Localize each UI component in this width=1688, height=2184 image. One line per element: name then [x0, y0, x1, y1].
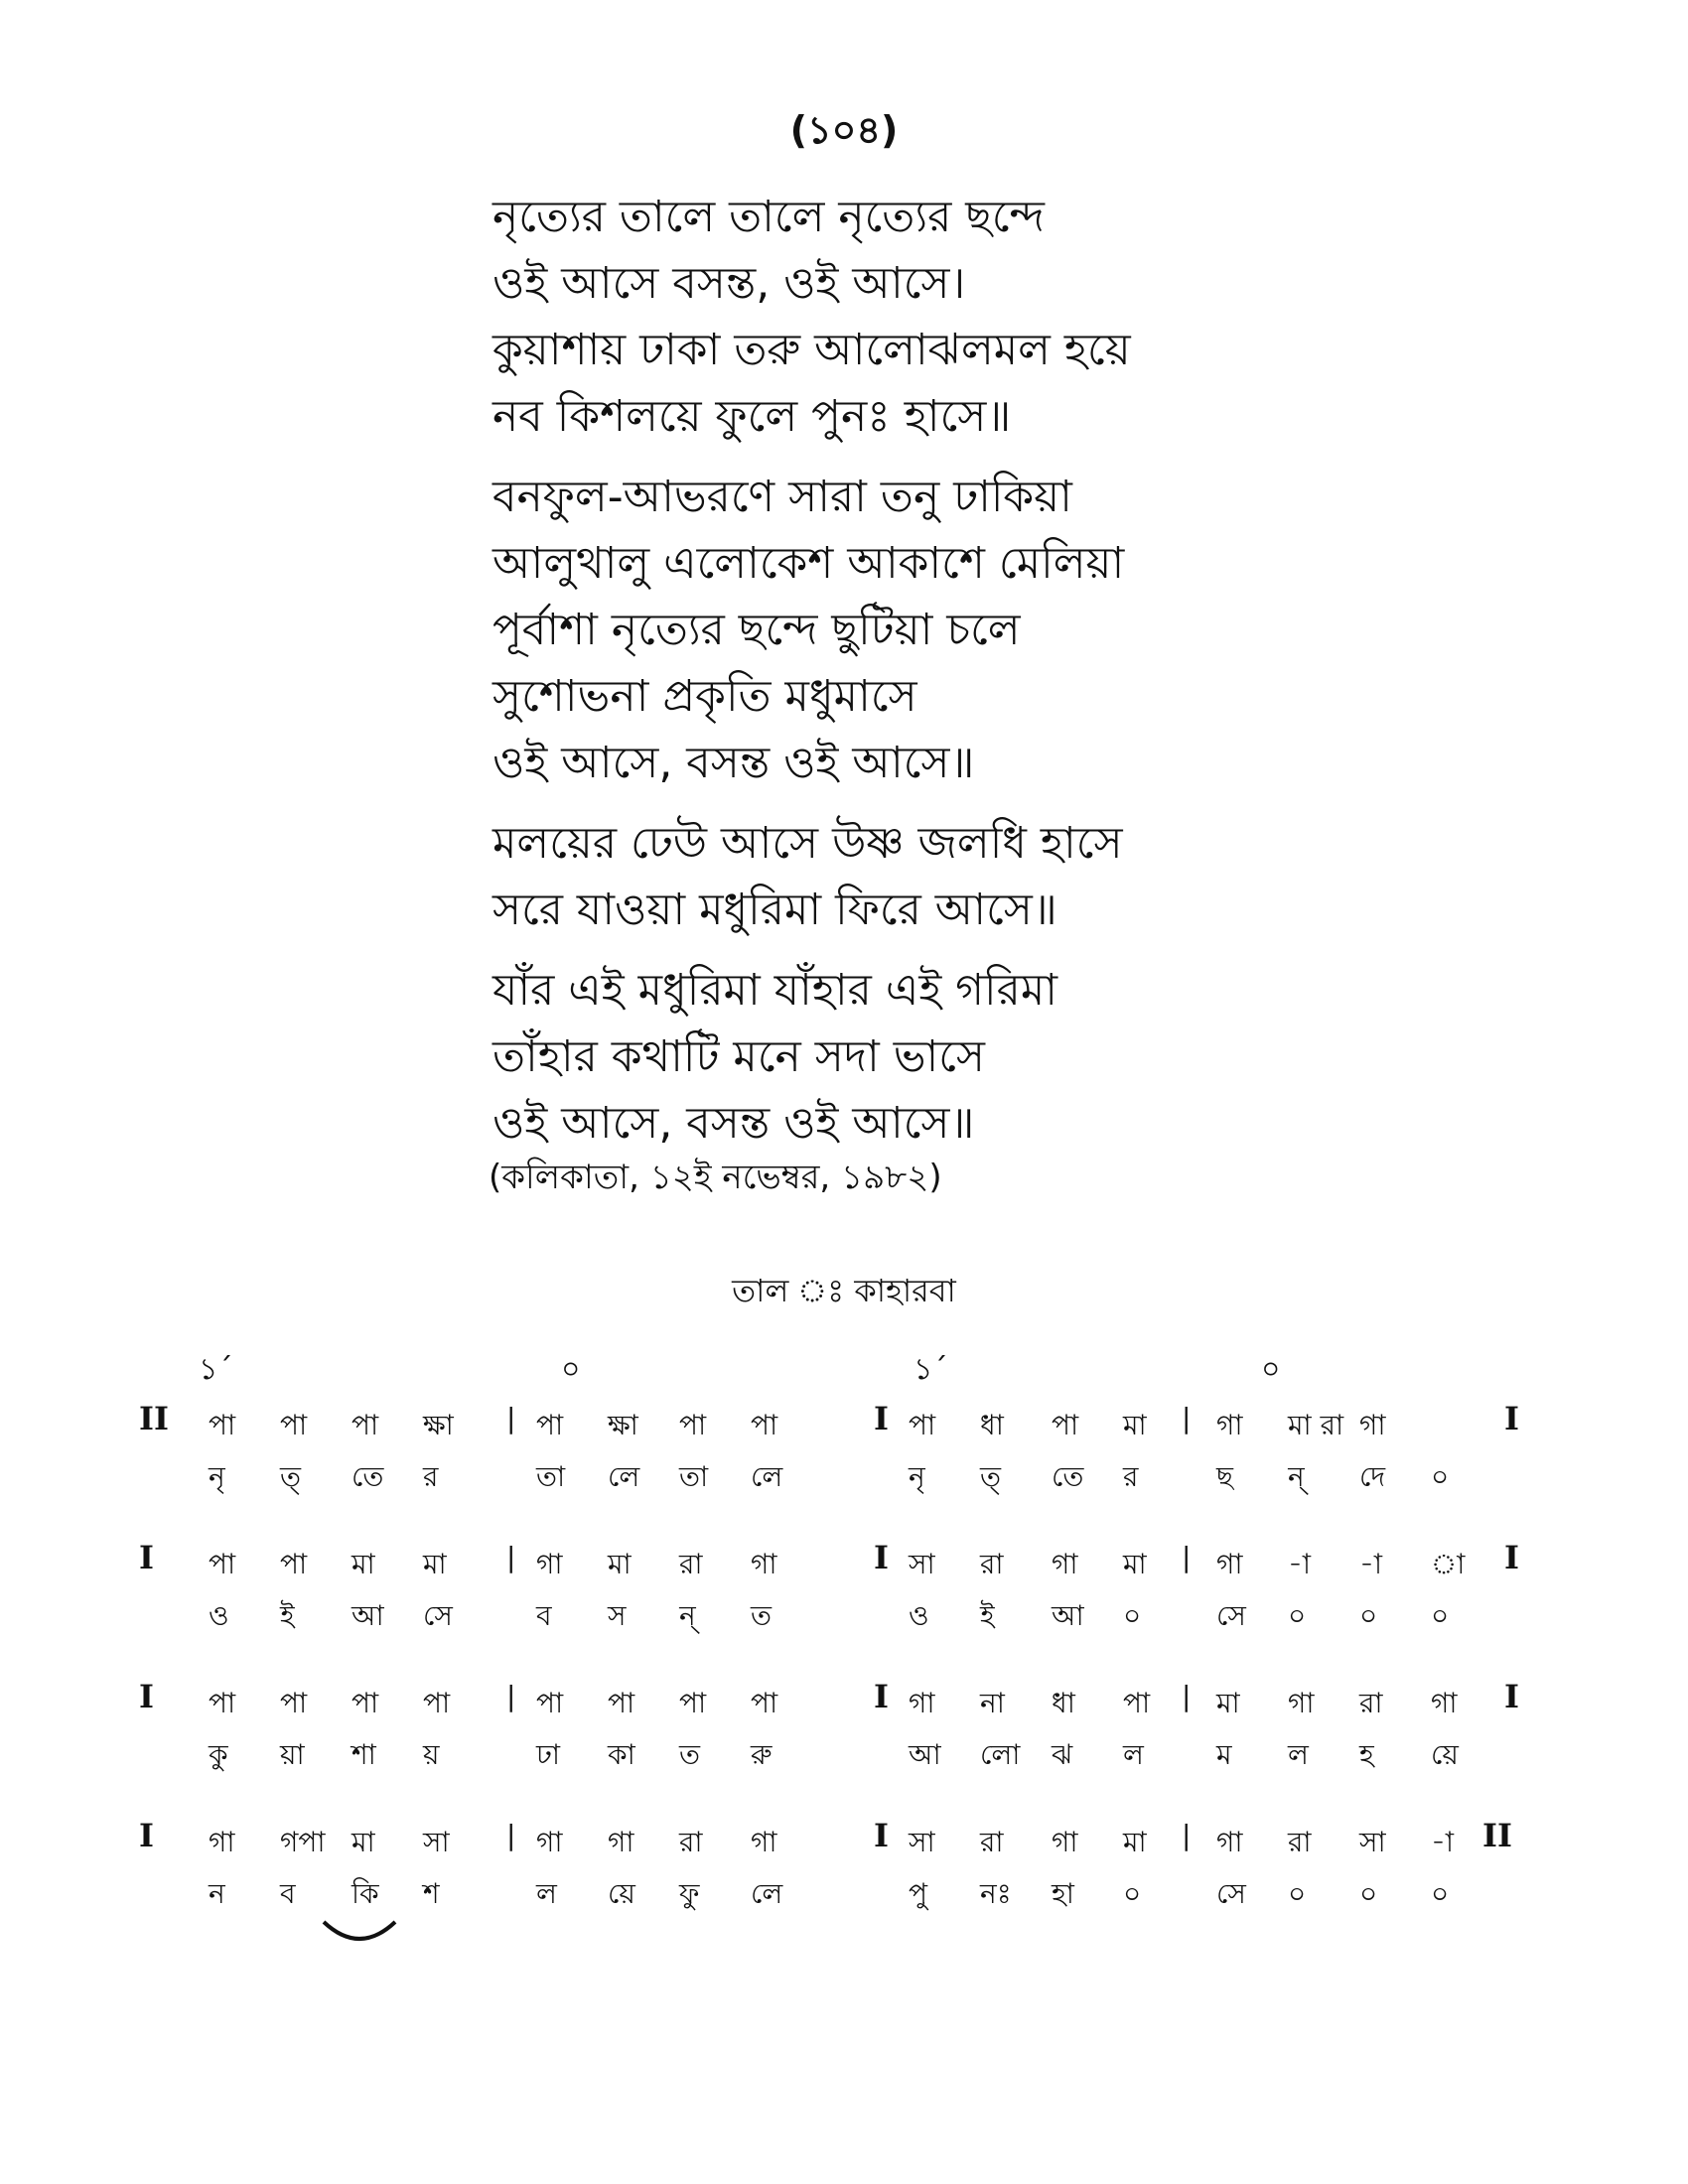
- stanza: [492, 464, 1287, 796]
- lyric-syllable: ত্: [280, 1460, 302, 1493]
- swara-note: মা: [352, 1826, 375, 1858]
- lyric-syllable: ল: [1288, 1738, 1309, 1771]
- lyric-syllable: ০: [1431, 1877, 1450, 1910]
- lyric-syllable: ব: [536, 1599, 552, 1632]
- swara-note: মা: [1123, 1548, 1147, 1580]
- swara-note: গা: [1216, 1409, 1243, 1441]
- swara-note: গা: [536, 1826, 563, 1858]
- lyric-syllable: ও: [909, 1599, 929, 1632]
- swara-note: ক্ষা: [608, 1409, 638, 1441]
- lyric-syllable: য়: [423, 1738, 440, 1771]
- stanza: [492, 184, 1287, 450]
- lyric-syllable: ন: [209, 1877, 225, 1910]
- swara-note: গা: [1288, 1687, 1315, 1719]
- lyric-syllable: লে: [751, 1460, 783, 1493]
- barline-start: I: [139, 1817, 154, 1854]
- swara-note: পা: [1052, 1409, 1079, 1441]
- lyric-syllable: য়ে: [608, 1877, 635, 1910]
- barline-end: II: [1482, 1817, 1512, 1854]
- beat-separator: |: [506, 1819, 516, 1851]
- beat-marker: ১´: [914, 1352, 948, 1387]
- swara-note: মা: [423, 1548, 447, 1580]
- lyric-syllable: ও: [209, 1599, 229, 1632]
- lyric-syllable: র: [1123, 1460, 1139, 1493]
- swara-note: পা: [352, 1409, 379, 1441]
- half-barline: I: [874, 1678, 889, 1715]
- notation-row: [139, 1539, 1529, 1648]
- barline-start: I: [139, 1539, 154, 1576]
- lyric-syllable: শ: [423, 1877, 440, 1910]
- lyric-syllable: ম: [1216, 1738, 1232, 1771]
- swara-note: গপা: [280, 1826, 326, 1858]
- swara-note: পা: [280, 1548, 308, 1580]
- swara-note: গা: [536, 1548, 563, 1580]
- composition-dateline: (কলিকাতা, ১২ই নভেম্বর, ১৯৮২): [489, 1158, 942, 1197]
- lyric-syllable: ঝ: [1052, 1738, 1073, 1771]
- swara-note: পা: [679, 1409, 707, 1441]
- lyric-syllable: দে: [1359, 1460, 1386, 1493]
- verse-line: যাঁর এই মধুরিমা যাঁহার এই গরিমা: [492, 965, 1058, 1016]
- lyric-syllable: ০: [1359, 1599, 1378, 1632]
- swara-note: পা: [608, 1687, 635, 1719]
- beat-separator: |: [506, 1680, 516, 1712]
- beat-marker: ০: [561, 1352, 581, 1387]
- swara-note: গা: [1216, 1826, 1243, 1858]
- lyric-syllable: সে: [1216, 1599, 1246, 1632]
- lyric-syllable: কা: [608, 1738, 635, 1771]
- verse-line: আলুথালু এলোকেশ আকাশে মেলিয়া: [492, 538, 1125, 589]
- barline-end: I: [1504, 1539, 1519, 1576]
- swara-note: -া: [1431, 1826, 1455, 1858]
- lyric-syllable: ০: [1123, 1877, 1142, 1910]
- lyric-syllable: হ: [1359, 1738, 1374, 1771]
- beat-separator: |: [1182, 1402, 1192, 1434]
- lyric-syllable: কি: [352, 1877, 379, 1910]
- lyric-syllable: ০: [1123, 1599, 1142, 1632]
- lyric-syllable: হা: [1052, 1877, 1074, 1910]
- lyric-syllable: আ: [909, 1738, 941, 1771]
- swara-note: গা: [1216, 1548, 1243, 1580]
- verse-line: ওই আসে, বসন্ত ওই আসে॥: [492, 1098, 975, 1149]
- lyric-syllable: ত: [679, 1738, 701, 1771]
- barline-end: I: [1504, 1400, 1519, 1437]
- slur-mark: [320, 1916, 399, 1956]
- lyric-syllable: ন্: [679, 1599, 696, 1632]
- swara-note: ধা: [1052, 1687, 1075, 1719]
- verse-line: নব কিশলয়ে ফুলে পুনঃ হাসে॥: [492, 391, 1012, 442]
- swara-note: রা: [679, 1826, 703, 1858]
- beat-marker: ১´: [199, 1352, 233, 1387]
- lyric-syllable: নৃ: [909, 1460, 925, 1493]
- swara-note: মা: [1216, 1687, 1240, 1719]
- swara-note: মা: [1123, 1409, 1147, 1441]
- verse-line: বনফুল-আভরণে সারা তনু ঢাকিয়া: [492, 472, 1072, 522]
- swara-note: পা: [1123, 1687, 1151, 1719]
- lyric-syllable: আ: [1052, 1599, 1084, 1632]
- swara-note: মা রা: [1288, 1409, 1344, 1441]
- lyric-syllable: সে: [1216, 1877, 1246, 1910]
- lyric-syllable: নৃ: [209, 1460, 225, 1493]
- lyric-syllable: ই: [980, 1599, 995, 1632]
- half-barline: I: [874, 1539, 889, 1576]
- swara-note: গা: [751, 1548, 777, 1580]
- lyric-syllable: ল: [1123, 1738, 1144, 1771]
- swara-note: পা: [209, 1409, 236, 1441]
- half-barline: I: [874, 1400, 889, 1437]
- beat-separator: |: [1182, 1541, 1192, 1573]
- beat-separator: |: [1182, 1680, 1192, 1712]
- swara-note: পা: [751, 1409, 778, 1441]
- swara-note: ক্ষা: [423, 1409, 454, 1441]
- lyric-syllable: লো: [980, 1738, 1021, 1771]
- swara-note: -া: [1288, 1548, 1312, 1580]
- swara-note: রা: [1359, 1687, 1383, 1719]
- swara-note: রা: [679, 1548, 703, 1580]
- lyric-syllable: স: [608, 1599, 627, 1632]
- stanza: [492, 810, 1287, 943]
- verse-line: ওই আসে বসন্ত, ওই আসে।: [492, 258, 966, 309]
- half-barline: I: [874, 1817, 889, 1854]
- swara-note: সা: [909, 1826, 935, 1858]
- swara-note: পা: [679, 1687, 707, 1719]
- lyric-syllable: য়া: [280, 1738, 305, 1771]
- lyric-syllable: ০: [1359, 1877, 1378, 1910]
- verse-line: ওই আসে, বসন্ত ওই আসে॥: [492, 738, 975, 788]
- page-number: (১০৪): [789, 108, 899, 152]
- tala-label: তাল ঃ কাহারবা: [732, 1272, 956, 1309]
- swara-note: ধা: [980, 1409, 1004, 1441]
- swara-note: পা: [909, 1409, 936, 1441]
- swara-note: রা: [1288, 1826, 1312, 1858]
- verse-line: তাঁহার কথাটি মনে সদা ভাসে: [492, 1031, 986, 1082]
- swara-note: সা: [909, 1548, 935, 1580]
- swara-note: না: [980, 1687, 1005, 1719]
- swara-note: পা: [423, 1687, 451, 1719]
- verse-line: সুশোভনা প্রকৃতি মধুমাসে: [492, 671, 917, 722]
- swara-note: পা: [352, 1687, 379, 1719]
- notation-table: [139, 1345, 1529, 1941]
- swara-note: সা: [1359, 1826, 1386, 1858]
- swara-note: গা: [1052, 1826, 1078, 1858]
- verse-line: পূর্বাশা নৃত্যের ছন্দে ছুটিয়া চলে: [492, 605, 1021, 655]
- swara-note: -া: [1359, 1548, 1383, 1580]
- beat-marker: ০: [1261, 1352, 1281, 1387]
- swara-note: পা: [209, 1687, 236, 1719]
- lyric-syllable: তে: [352, 1460, 384, 1493]
- lyric-syllable: লে: [751, 1877, 783, 1910]
- swara-note: মা: [352, 1548, 375, 1580]
- barline-start: II: [139, 1400, 169, 1437]
- verse-line: কুয়াশায় ঢাকা তরু আলোঝলমল হয়ে: [492, 325, 1131, 375]
- lyric-syllable: সে: [423, 1599, 453, 1632]
- barline-start: I: [139, 1678, 154, 1715]
- notation-row: [139, 1678, 1529, 1787]
- lyric-syllable: ঢা: [536, 1738, 560, 1771]
- swara-note: পা: [536, 1409, 564, 1441]
- swara-note: পা: [536, 1687, 564, 1719]
- notation-row: [139, 1817, 1529, 1926]
- lyric-syllable: ০: [1288, 1877, 1307, 1910]
- swara-note: পা: [280, 1409, 308, 1441]
- notation-row: [139, 1400, 1529, 1509]
- lyric-syllable: ফু: [679, 1877, 700, 1910]
- swara-note: পা: [209, 1548, 236, 1580]
- lyric-syllable: ত: [751, 1599, 773, 1632]
- lyric-syllable: তা: [679, 1460, 709, 1493]
- lyric-syllable: ০: [1431, 1460, 1450, 1493]
- swara-note: পা: [751, 1687, 778, 1719]
- lyric-syllable: য়ে: [1431, 1738, 1459, 1771]
- beat-separator: |: [506, 1541, 516, 1573]
- beat-separator: |: [506, 1402, 516, 1434]
- lyric-syllable: শা: [352, 1738, 376, 1771]
- song-lyrics: [492, 184, 1287, 1170]
- swara-note: মা: [608, 1548, 632, 1580]
- swara-note: রা: [980, 1826, 1004, 1858]
- swara-note: মা: [1123, 1826, 1147, 1858]
- lyric-syllable: ০: [1431, 1599, 1450, 1632]
- verse-line: সরে যাওয়া মধুরিমা ফিরে আসে॥: [492, 885, 1057, 935]
- lyric-syllable: নঃ: [980, 1877, 1012, 1910]
- lyric-syllable: ০: [1288, 1599, 1307, 1632]
- lyric-syllable: ত্: [980, 1460, 1002, 1493]
- swara-note: গা: [209, 1826, 235, 1858]
- swara-note: পা: [280, 1687, 308, 1719]
- lyric-syllable: তে: [1052, 1460, 1084, 1493]
- swara-note: গা: [1359, 1409, 1386, 1441]
- swara-note: গা: [1431, 1687, 1458, 1719]
- lyric-syllable: আ: [352, 1599, 384, 1632]
- barline-end: I: [1504, 1678, 1519, 1715]
- verse-line: মলয়ের ঢেউ আসে উষ্ণ জলধি হাসে: [492, 818, 1123, 869]
- lyric-syllable: ই: [280, 1599, 295, 1632]
- swara-note: গা: [608, 1826, 634, 1858]
- swara-note: সা: [423, 1826, 450, 1858]
- swara-note: া: [1431, 1548, 1466, 1580]
- lyric-syllable: তা: [536, 1460, 566, 1493]
- swara-note: গা: [909, 1687, 935, 1719]
- swara-note: গা: [1052, 1548, 1078, 1580]
- lyric-syllable: ল: [536, 1877, 557, 1910]
- lyric-syllable: রু: [751, 1738, 773, 1771]
- lyric-syllable: র: [423, 1460, 439, 1493]
- beat-separator: |: [1182, 1819, 1192, 1851]
- verse-line: নৃত্যের তালে তালে নৃত্যের ছন্দে: [492, 192, 1045, 242]
- lyric-syllable: লে: [608, 1460, 640, 1493]
- lyric-syllable: ছ: [1216, 1460, 1233, 1493]
- lyric-syllable: ন্: [1288, 1460, 1305, 1493]
- swara-note: রা: [980, 1548, 1004, 1580]
- lyric-syllable: পু: [909, 1877, 928, 1910]
- lyric-syllable: ব: [280, 1877, 296, 1910]
- lyric-syllable: কু: [209, 1738, 228, 1771]
- swara-note: গা: [751, 1826, 777, 1858]
- stanza: [492, 957, 1287, 1157]
